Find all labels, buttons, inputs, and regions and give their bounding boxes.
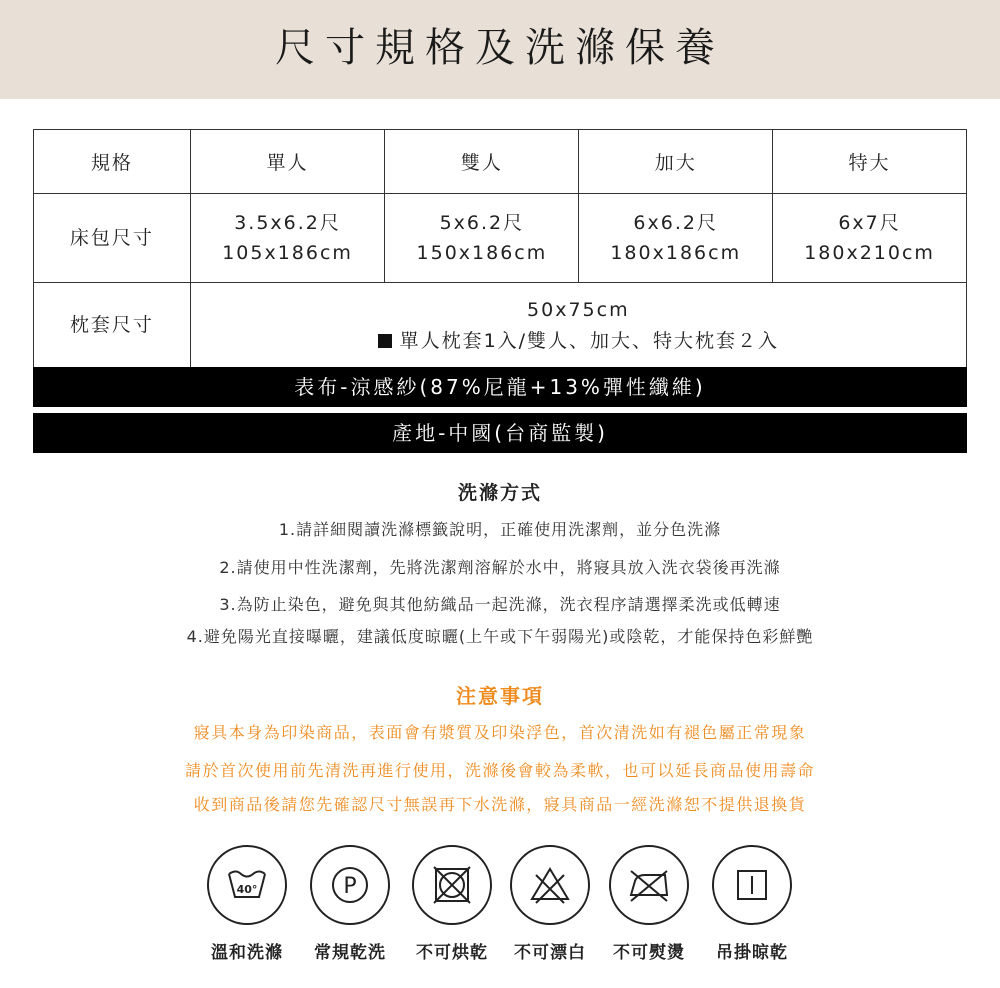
notice-line-3: 收到商品後請您先確認尺寸無誤再下水洗滌，寢具商品一經洗滌恕不提供退換貨: [193, 795, 807, 814]
notice-line-1: 寢具本身為印染商品，表面會有漿質及印染浮色，首次清洗如有褪色屬正常現象: [193, 723, 807, 742]
spec-table: [33, 129, 967, 369]
notice-title: 注意事項: [456, 684, 544, 708]
header-cell-queen: 加大: [579, 130, 773, 194]
care-label-dry-clean: 常規乾洗: [314, 943, 386, 963]
square-bullet-icon: [378, 334, 392, 348]
washing-title: 洗滌方式: [457, 482, 542, 504]
no-bleach-icon: [510, 845, 590, 925]
bed-size-king-feet: 6x7尺: [838, 212, 901, 234]
page-title: 尺寸規格及洗滌保養: [275, 25, 725, 71]
care-label-gentle-wash: 溫和洗滌: [211, 943, 283, 963]
no-tumble-dry-icon: [412, 845, 492, 925]
bed-size-double: [385, 194, 579, 283]
washing-line-2: 2.請使用中性洗潔劑，先將洗潔劑溶解於水中，將寢具放入洗衣袋後再洗滌: [219, 558, 781, 577]
wash-40-icon: [207, 845, 287, 925]
pillow-note-text: 單人枕套1入/雙人、加大、特大枕套２入: [399, 329, 780, 352]
page-header: [0, 0, 1000, 99]
dry-clean-glyph: P: [343, 874, 357, 899]
pillow-size-row: [34, 283, 967, 369]
no-iron-icon: [609, 845, 689, 925]
pillow-size-value: 50x75cm: [527, 298, 630, 321]
bed-size-queen-cm: 180x186cm: [610, 242, 742, 264]
bed-size-single: [190, 194, 385, 283]
notice-line-2: 請於首次使用前先清洗再進行使用，洗滌後會較為柔軟，也可以延長商品使用壽命: [184, 761, 815, 780]
bed-size-queen: [579, 194, 773, 283]
wash-temp-glyph: 40°: [236, 883, 258, 896]
bed-size-king-cm: 180x210cm: [804, 242, 935, 264]
care-label-no-bleach: 不可漂白: [514, 943, 586, 963]
header-cell-spec: 規格: [34, 130, 191, 194]
header-cell-king: 特大: [773, 130, 967, 194]
washing-line-4: 4.避免陽光直接曝曬，建議低度晾曬(上午或下午弱陽光)或陰乾，才能保持色彩鮮艷: [186, 627, 814, 646]
header-cell-double: 雙人: [385, 130, 579, 194]
table-header-row: [34, 130, 967, 194]
bed-size-single-feet: 3.5x6.2尺: [234, 212, 341, 234]
hang-dry-icon: [712, 845, 792, 925]
washing-line-1: 1.請詳細閱讀洗滌標籤說明，正確使用洗潔劑，並分色洗滌: [278, 520, 722, 539]
bed-size-queen-feet: 6x6.2尺: [633, 212, 718, 234]
care-label-no-tumble-dry: 不可烘乾: [416, 943, 488, 963]
origin-bar: 產地-中國(台商監製): [33, 413, 967, 453]
care-label-hang-dry: 吊掛晾乾: [716, 943, 788, 963]
material-bar: 表布-涼感紗(87%尼龍+13%彈性纖維): [33, 367, 967, 407]
bed-size-king: [773, 194, 967, 283]
washing-line-3: 3.為防止染色，避免與其他紡織品一起洗滌，洗衣程序請選擇柔洗或低轉速: [219, 595, 781, 614]
care-label-no-iron: 不可熨燙: [613, 943, 685, 963]
pillow-size-cell: [190, 283, 966, 369]
bed-size-double-feet: 5x6.2尺: [439, 212, 525, 234]
pillow-note: [191, 326, 966, 357]
pillow-size-label: 枕套尺寸: [34, 283, 191, 369]
bed-size-label: 床包尺寸: [34, 194, 191, 283]
bed-size-double-cm: 150x186cm: [416, 242, 548, 264]
bed-size-row: [34, 194, 967, 283]
dry-clean-p-icon: [310, 845, 390, 925]
bed-size-single-cm: 105x186cm: [222, 242, 353, 264]
header-cell-single: 單人: [190, 130, 385, 194]
